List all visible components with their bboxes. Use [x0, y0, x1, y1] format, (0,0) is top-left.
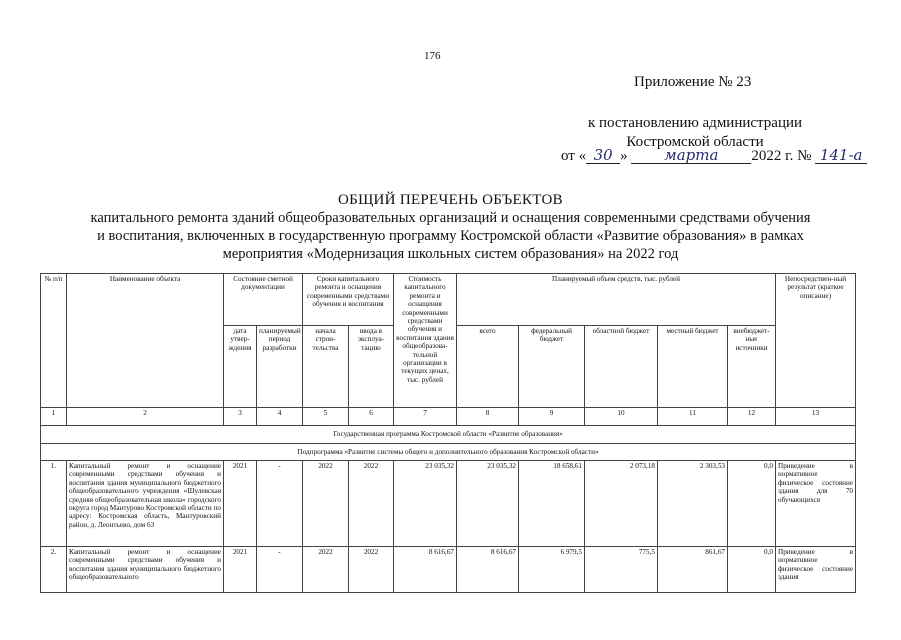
row-extra: 0,0: [728, 461, 776, 547]
resolution-line-2: Костромской области: [626, 134, 764, 150]
program-row: [41, 426, 856, 444]
title-main: ОБЩИЙ ПЕРЕЧЕНЬ ОБЪЕКТОВ: [338, 192, 563, 208]
title-line-3: и воспитания, включенных в государственную программу Костромской области «Развитие образования» в рамках: [97, 228, 804, 244]
header-result: Непосредствен-ный результат (краткое описание): [776, 274, 856, 408]
subprogram-title: Подпрограмма «Развитие системы общего и дополнительного образования Костромской области»: [41, 444, 856, 461]
date-close-quote: »: [620, 148, 628, 164]
column-number: 2: [67, 408, 224, 426]
row-start: 2022: [303, 461, 349, 547]
column-number: 3: [224, 408, 257, 426]
row-result: Приведение в нормативное физическое состояние здания для 70 обучающихся: [776, 461, 856, 547]
program-title: Государственная программа Костромской области «Развитие образования»: [41, 426, 856, 444]
row-start: 2022: [303, 547, 349, 593]
row-federal: 6 979,5: [519, 547, 585, 593]
subprogram-row: [41, 444, 856, 461]
page-number: 176: [424, 50, 441, 62]
date-prefix: от «: [561, 148, 587, 164]
column-number: 13: [776, 408, 856, 426]
title-line-2: капитального ремонта зданий общеобразовательных организаций и оснащения современными средствами обучения: [90, 210, 811, 226]
table-row: [41, 547, 856, 593]
header-total: всего: [457, 326, 519, 408]
row-regional: 2 073,18: [585, 461, 658, 547]
row-name: Капитальный ремонт и оснащение современными средствами обучения и воспитания здания муниципального бюджетного общеобразовательного: [67, 547, 224, 593]
row-result: Приведение в нормативное физическое состояние здания: [776, 547, 856, 593]
header-funding: Планируемый объем средств, тыс. рублей: [457, 274, 776, 326]
column-number: 6: [349, 408, 394, 426]
handwritten-number: 141-а: [815, 148, 867, 164]
row-planned-period: -: [257, 547, 303, 593]
row-num: 2.: [41, 547, 67, 593]
column-number: 8: [457, 408, 519, 426]
header-num: № п/п: [41, 274, 67, 408]
row-commissioning: 2022: [349, 461, 394, 547]
handwritten-month: марта: [631, 148, 751, 164]
header-name: Наименование объекта: [67, 274, 224, 408]
column-number: 4: [257, 408, 303, 426]
handwritten-day: 30: [586, 148, 620, 164]
header-terms: Сроки капитального ремонта и оснащения современными средствами обучения и воспитания: [303, 274, 394, 326]
row-local: 2 303,53: [658, 461, 728, 547]
header-approval-date: дата утвер-ждения: [224, 326, 257, 408]
date-year-number-label: 2022 г. №: [751, 148, 812, 164]
row-total: 23 035,32: [457, 461, 519, 547]
row-planned-period: -: [257, 461, 303, 547]
header-cost: Стоимость капитального ремонта и оснащения современными средствами обучения и воспитания здания общеобразова-тельной организации в текущих ценах, тыс. рублей: [394, 274, 457, 408]
appendix-label: Приложение № 23: [634, 74, 752, 90]
row-commissioning: 2022: [349, 547, 394, 593]
row-local: 861,67: [658, 547, 728, 593]
row-total: 8 616,67: [457, 547, 519, 593]
header-regional: областной бюджет: [585, 326, 658, 408]
row-approval-date: 2021: [224, 461, 257, 547]
header-extrabudget: внебюджет-ные источники: [728, 326, 776, 408]
row-cost: 8 616,67: [394, 547, 457, 593]
title-line-4: мероприятия «Модернизация школьных систем образования» на 2022 год: [222, 246, 679, 262]
row-extra: 0,0: [728, 547, 776, 593]
column-number: 7: [394, 408, 457, 426]
column-number: 1: [41, 408, 67, 426]
table-row: [41, 461, 856, 547]
column-number: 12: [728, 408, 776, 426]
document-title: [30, 191, 871, 263]
objects-table: [40, 273, 856, 593]
row-cost: 23 035,32: [394, 461, 457, 547]
row-regional: 775,5: [585, 547, 658, 593]
header-planned-period: планируемый период разработки: [257, 326, 303, 408]
header-local: местный бюджет: [658, 326, 728, 408]
row-num: 1.: [41, 461, 67, 547]
header-construction-start: начала строи-тельства: [303, 326, 349, 408]
column-number: 10: [585, 408, 658, 426]
row-federal: 18 658,61: [519, 461, 585, 547]
header-federal: федеральный бюджет: [519, 326, 585, 408]
header-docs: Состояние сметной документации: [224, 274, 303, 326]
column-number: 5: [303, 408, 349, 426]
header-row-1: [41, 274, 856, 326]
row-approval-date: 2021: [224, 547, 257, 593]
column-number: 9: [519, 408, 585, 426]
row-name: Капитальный ремонт и оснащение современными средствами обучения и воспитания здания муниципального бюджетного общеобразовательного учреждения «Шулевская средняя общеобразовательная школа» городского округа город Мантурово Костромской области по адресу: Костромская область, Мантуровский район, д. Леонтьево, дом 63: [67, 461, 224, 547]
column-number: 11: [658, 408, 728, 426]
resolution-line-1: к постановлению администрации: [587, 115, 803, 131]
column-number-row: [41, 408, 856, 426]
header-commissioning: ввода в эксплуа-тацию: [349, 326, 394, 408]
resolution-date-line: [561, 148, 867, 165]
